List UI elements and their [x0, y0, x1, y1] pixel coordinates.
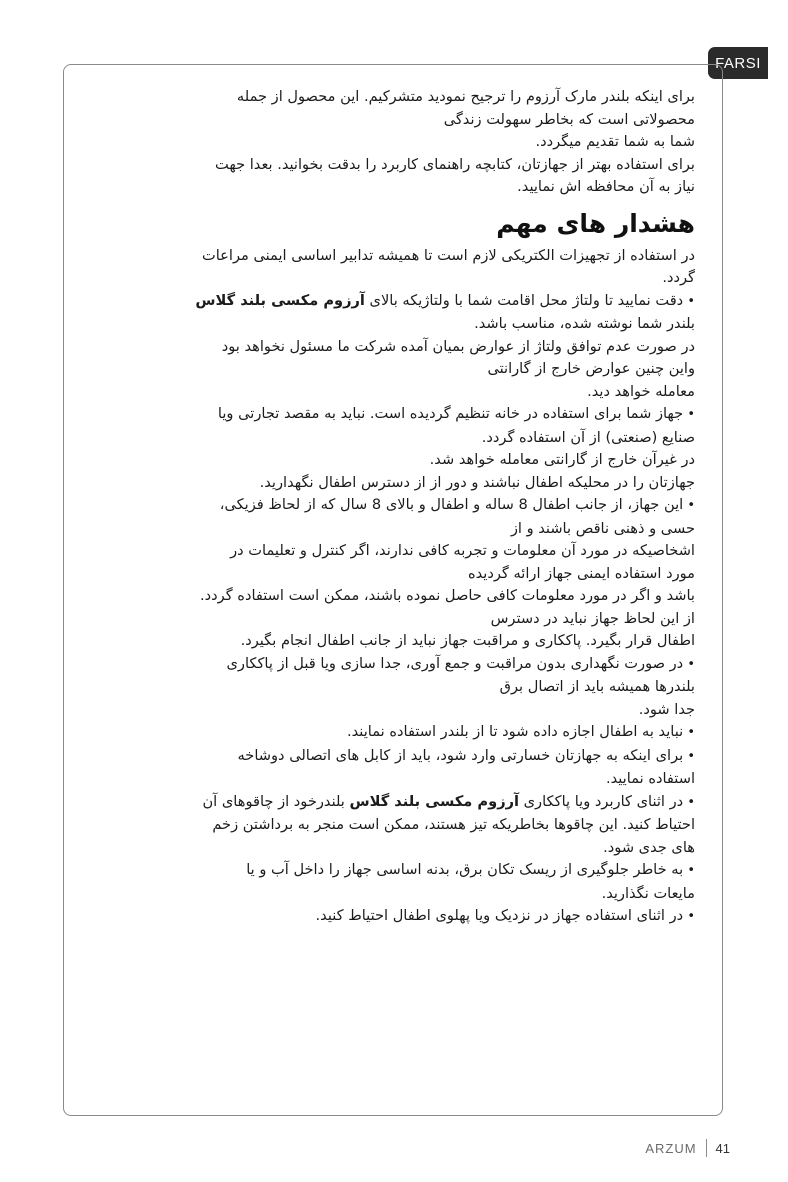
warnings-body	[85, 245, 695, 929]
bullet-item	[85, 745, 695, 769]
bullet-text: نباید به اطفال اجازه داده شود تا از بلندر استفاده نمایند.	[347, 723, 684, 740]
bullet-icon: •	[683, 725, 695, 740]
footer-brand: ARZUM	[645, 1140, 697, 1156]
intro-line: نیاز به آن محافظه اش نمایید.	[517, 178, 695, 195]
bullet-icon: •	[683, 863, 695, 878]
body-line: اطفال قرار بگیرد. پاککاری و مراقبت جهاز نباید از جانب اطفال انجام بگیرد.	[240, 632, 695, 649]
bullet-icon: •	[683, 293, 695, 309]
bullet-icon: •	[683, 909, 695, 924]
bullet-text: در صورت نگهداری بدون مراقبت و جمع آوری، جدا سازی ویا قبل از پاککاری	[226, 654, 684, 672]
body-line: معامله خواهد دید.	[587, 382, 695, 400]
body-line: بلندرها همیشه باید از اتصال برق	[499, 678, 695, 695]
bullet-item	[85, 403, 695, 427]
bullet-item	[85, 791, 695, 815]
body-line: صنایع (صنعتی) از آن استفاده گردد.	[481, 428, 695, 446]
body-line: احتیاط کنید. این چاقوها بخاطریکه تیز هستند، ممکن است منجر به برداشتن زخم	[212, 816, 695, 833]
body-line: مورد استفاده ایمنی جهاز ارائه گردیده	[467, 564, 695, 582]
bullet-item	[85, 290, 695, 314]
bullet-icon: •	[683, 794, 695, 810]
bullet-icon: •	[683, 407, 695, 422]
product-name: آرزوم مکسی بلند گلاس	[349, 792, 519, 810]
body-line: مایعات نگذارید.	[601, 884, 695, 902]
intro-line: برای اینکه بلندر مارک آرزوم را ترجیح نمودید متشرکیم. این محصول از جمله	[236, 88, 695, 105]
body-line: جدا شود.	[638, 700, 695, 718]
body-line: در صورت عدم توافق ولتاژ از عوارض بمیان آمده شرکت ما مسئول نخواهد بود	[221, 337, 695, 355]
body-line: از این لحاظ جهاز نباید در دسترس	[490, 609, 695, 627]
bullet-item	[85, 905, 695, 929]
bullet-icon: •	[683, 656, 695, 672]
body-line: گردد.	[662, 269, 695, 286]
page-footer	[620, 1138, 730, 1158]
body-line: در غیرآن خارج از گارانتی معامله خواهد شد.	[429, 451, 695, 468]
intro-line: شما به شما تقدیم میگردد.	[535, 133, 695, 150]
body-line: واین چنین عوارض خارج از گارانتی	[487, 360, 695, 377]
bullet-text-continued: بلندرخود از چاقوهای آن	[202, 792, 350, 810]
bullet-item	[85, 859, 695, 883]
page-number: 41	[715, 1140, 730, 1156]
section-heading: هشدار های مهم	[496, 208, 695, 238]
bullet-icon: •	[683, 498, 695, 513]
language-tab: FARSI	[708, 47, 768, 79]
body-line: حسی و ذهنی ناقص باشند و از	[510, 519, 695, 537]
body-line: های جدی شود.	[603, 838, 695, 856]
bullet-text: در اثنای کاربرد ویا پاککاری	[519, 792, 684, 810]
intro-line: برای استفاده بهتر از جهازتان، کتابچه راهنمای کاربرد را بدقت بخوانید. بعدا جهت	[215, 155, 695, 173]
intro-line: محصولاتی است که بخاطر سهولت زندگی	[443, 110, 695, 128]
bullet-icon: •	[683, 748, 695, 764]
body-line: باشد و اگر در مورد معلومات کافی حاصل نموده باشند، ممکن است استفاده گردد.	[200, 587, 695, 604]
bullet-text: برای اینکه به جهازتان خسارتی وارد شود، باید از کابل های اتصالی دوشاخه	[237, 746, 684, 764]
body-line: اشخاصیکه در مورد آن معلومات و تجربه کافی ندارند، اگر کنترل و تعلیمات در	[230, 542, 695, 559]
bullet-text: دقت نمایید تا ولتاژ محل اقامت شما با ولتاژیکه بالای	[364, 291, 684, 309]
bullet-text: این جهاز، از جانب اطفال 8 ساله و اطفال و بالای 8 سال که از لحاظ فزیکی،	[219, 496, 684, 513]
footer-divider	[706, 1139, 707, 1157]
page-content	[85, 86, 695, 1086]
body-line: استفاده نمایید.	[605, 770, 695, 787]
product-name: آرزوم مکسی بلند گلاس	[195, 291, 365, 309]
intro-paragraph	[85, 86, 695, 199]
body-line: جهازتان را در محلیکه اطفال نباشند و دور از از دسترس اطفال نگهدارید.	[259, 473, 695, 491]
bullet-text: جهاز شما برای استفاده در خانه تنظیم گردیده است. نباید به مقصد تجارتی ویا	[217, 405, 684, 422]
body-line: در استفاده از تجهیزات الکتریکی لازم است تا همیشه تدابیر اساسی ایمنی مراعات	[202, 246, 695, 264]
bullet-text: در اثنای استفاده جهاز در نزدیک ویا پهلوی اطفال احتیاط کنید.	[315, 907, 684, 924]
bullet-item	[85, 721, 695, 745]
bullet-text: به خاطر جلوگیری از ریسک تکان برق، بدنه اساسی جهاز را داخل آب و یا	[246, 861, 684, 878]
bullet-item	[85, 653, 695, 677]
body-line: بلندر شما نوشته شده، مناسب باشد.	[474, 315, 695, 332]
bullet-item	[85, 494, 695, 518]
